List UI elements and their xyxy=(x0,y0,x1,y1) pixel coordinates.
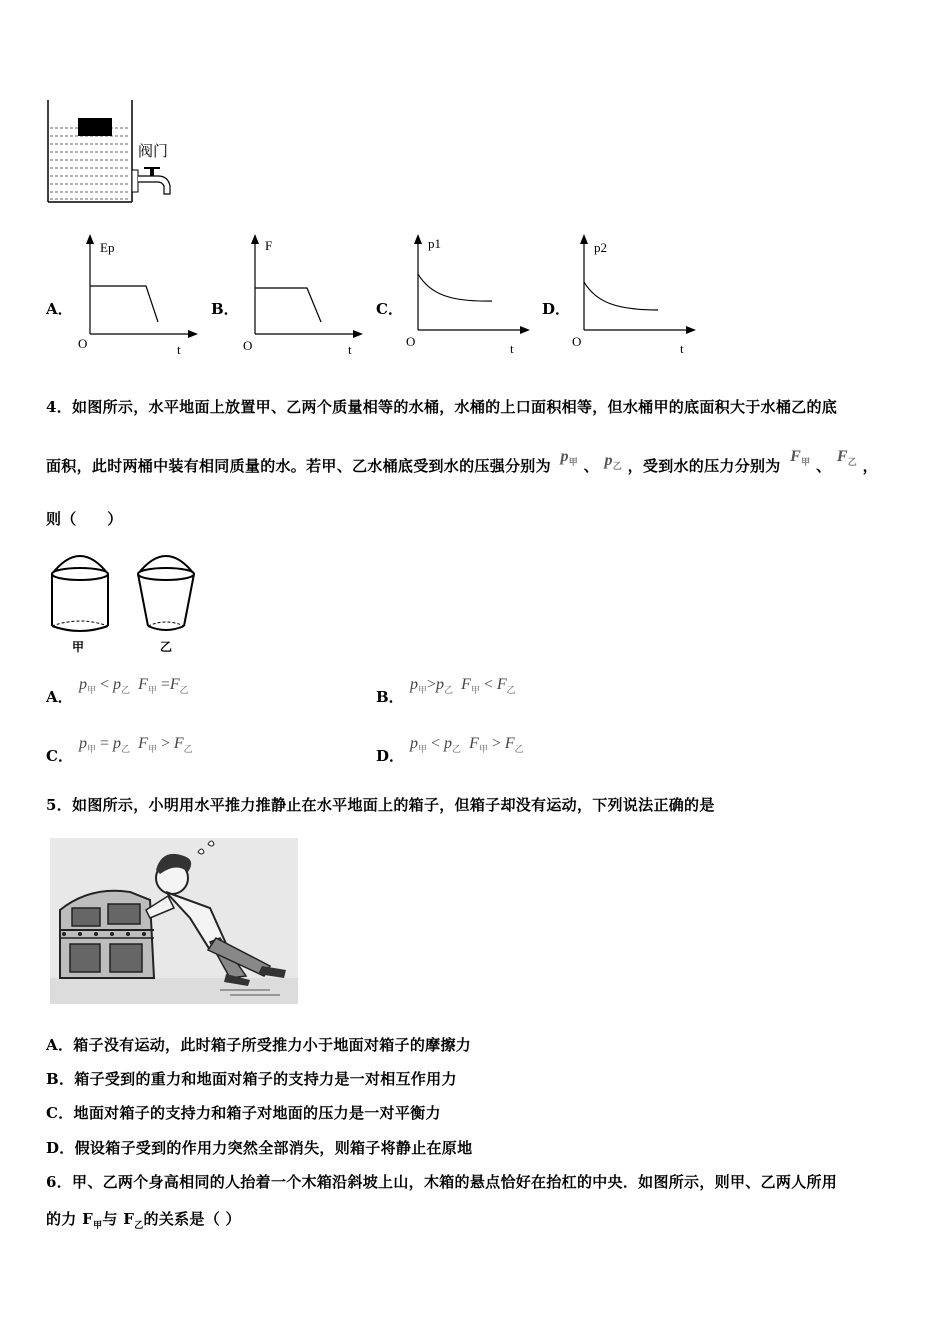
option-label: D． xyxy=(542,300,571,318)
q5-stem: 5．如图所示，小明用水平推力推静止在水平地面上的箱子，但箱子却没有运动，下列说法正确的是 xyxy=(46,796,715,814)
q5-option-d[interactable] xyxy=(46,1137,472,1158)
x-axis-label: t xyxy=(348,342,352,357)
option-label: B． xyxy=(211,300,239,318)
q3-option-b[interactable] xyxy=(211,232,361,360)
option-text: 箱子没有运动，此时箱子所受推力小于地面对箱子的摩擦力 xyxy=(73,1036,472,1054)
q4-option-d[interactable] xyxy=(376,735,676,765)
f-yi-symbol: $F_乙$ xyxy=(123,1210,144,1231)
y-axis-label: p2 xyxy=(594,240,607,255)
y-axis-label: Ep xyxy=(100,240,115,255)
graph-p2 xyxy=(568,232,698,360)
origin-label: O xyxy=(78,336,88,351)
graph-f xyxy=(239,232,364,360)
f-yi-symbol: $F_乙$ xyxy=(836,448,858,468)
option-text: 箱子受到的重力和地面对箱子的支持力是一对相互作用力 xyxy=(74,1070,457,1088)
option-formula: $p_甲>p_乙$ $F_甲 < F_乙$ xyxy=(410,676,516,696)
q6-line2-text-a: 的力 xyxy=(46,1210,77,1228)
option-label: C． xyxy=(376,300,403,318)
q6-stem-line2 xyxy=(46,1208,241,1231)
tank-figure xyxy=(40,98,190,208)
q4-line2-text-e: ， xyxy=(862,457,878,475)
option-label: D． xyxy=(46,1139,75,1157)
q6-line2-mid: 与 xyxy=(102,1210,118,1228)
pushing-box-illustration xyxy=(50,838,298,1004)
option-label: D． xyxy=(376,747,405,765)
option-text: 地面对箱子的支持力和箱子对地面的压力是一对平衡力 xyxy=(73,1104,441,1122)
q4-stem-line1: 4．如图所示，水平地面上放置甲、乙两个质量相等的水桶，水桶的上口面积相等，但水桶甲的底面积大于水桶乙的底 xyxy=(46,398,838,416)
q4-line2-text-c: ，受到水的压力分别为 xyxy=(627,457,781,475)
x-axis-label: t xyxy=(510,341,514,356)
buckets-diagram xyxy=(46,544,206,656)
f-jia-symbol: $F_甲$ xyxy=(790,448,811,468)
option-label: B． xyxy=(46,1070,75,1088)
f-jia-symbol: $F_甲$ xyxy=(82,1210,103,1231)
q6-line2-text-b: 的关系是（ ） xyxy=(143,1210,241,1228)
option-label: A． xyxy=(46,1036,74,1054)
graph-p1 xyxy=(402,232,532,360)
q5-option-a[interactable] xyxy=(46,1034,471,1055)
option-formula: $p_甲 = p_乙$ $F_甲 > F_乙$ xyxy=(79,735,193,755)
origin-label: O xyxy=(572,334,582,349)
q4-line2-sep2: 、 xyxy=(815,457,832,475)
option-label: A． xyxy=(46,688,73,706)
p-yi-symbol: $p_乙$ xyxy=(604,452,623,472)
q4-stem-line3: 则（ ） xyxy=(46,510,123,528)
x-axis-label: t xyxy=(680,341,684,356)
pushing-box-figure xyxy=(50,838,298,1004)
option-formula: $p_甲 < p_乙$ $F_甲 > F_乙$ xyxy=(410,735,524,755)
y-axis-label: p1 xyxy=(428,236,441,251)
p-jia-symbol: $p_甲$ xyxy=(560,448,579,468)
option-label: A． xyxy=(46,300,73,318)
origin-label: O xyxy=(406,334,416,349)
option-text: 假设箱子受到的作用力突然全部消失，则箱子将静止在原地 xyxy=(74,1139,473,1157)
q3-option-c[interactable] xyxy=(376,232,536,360)
q4-option-c[interactable] xyxy=(46,735,346,765)
q5-option-c[interactable] xyxy=(46,1102,441,1123)
option-label: C． xyxy=(46,1104,74,1122)
q4-stem-line2 xyxy=(46,448,878,484)
q3-option-d[interactable] xyxy=(542,232,702,360)
bucket-jia-label: 甲 xyxy=(72,640,85,654)
valve-label: 阀门 xyxy=(138,142,169,160)
option-label: B． xyxy=(376,688,404,706)
graph-ep xyxy=(74,232,199,360)
bucket-yi-label: 乙 xyxy=(160,640,173,654)
q4-option-b[interactable] xyxy=(376,676,676,706)
q3-option-a[interactable] xyxy=(46,232,196,360)
x-axis-label: t xyxy=(177,342,181,357)
option-formula: $p_甲 < p_乙$ $F_甲 =F_乙$ xyxy=(79,676,189,696)
option-label: C． xyxy=(46,747,73,765)
origin-label: O xyxy=(243,338,253,353)
q5-option-b[interactable] xyxy=(46,1068,457,1089)
q6-stem-line1: 6．甲、乙两个身高相同的人抬着一个木箱沿斜坡上山，木箱的悬点恰好在抬杠的中央．如图所示，则甲、乙两人所用 xyxy=(46,1173,838,1191)
q4-option-a[interactable] xyxy=(46,676,346,706)
buckets-figure xyxy=(46,544,206,656)
y-axis-label: F xyxy=(265,238,273,253)
q4-line2-text-a: 面积，此时两桶中装有相同质量的水。若甲、乙水桶底受到水的压强分别为 xyxy=(46,457,551,475)
q4-line2-sep1: 、 xyxy=(583,457,599,475)
